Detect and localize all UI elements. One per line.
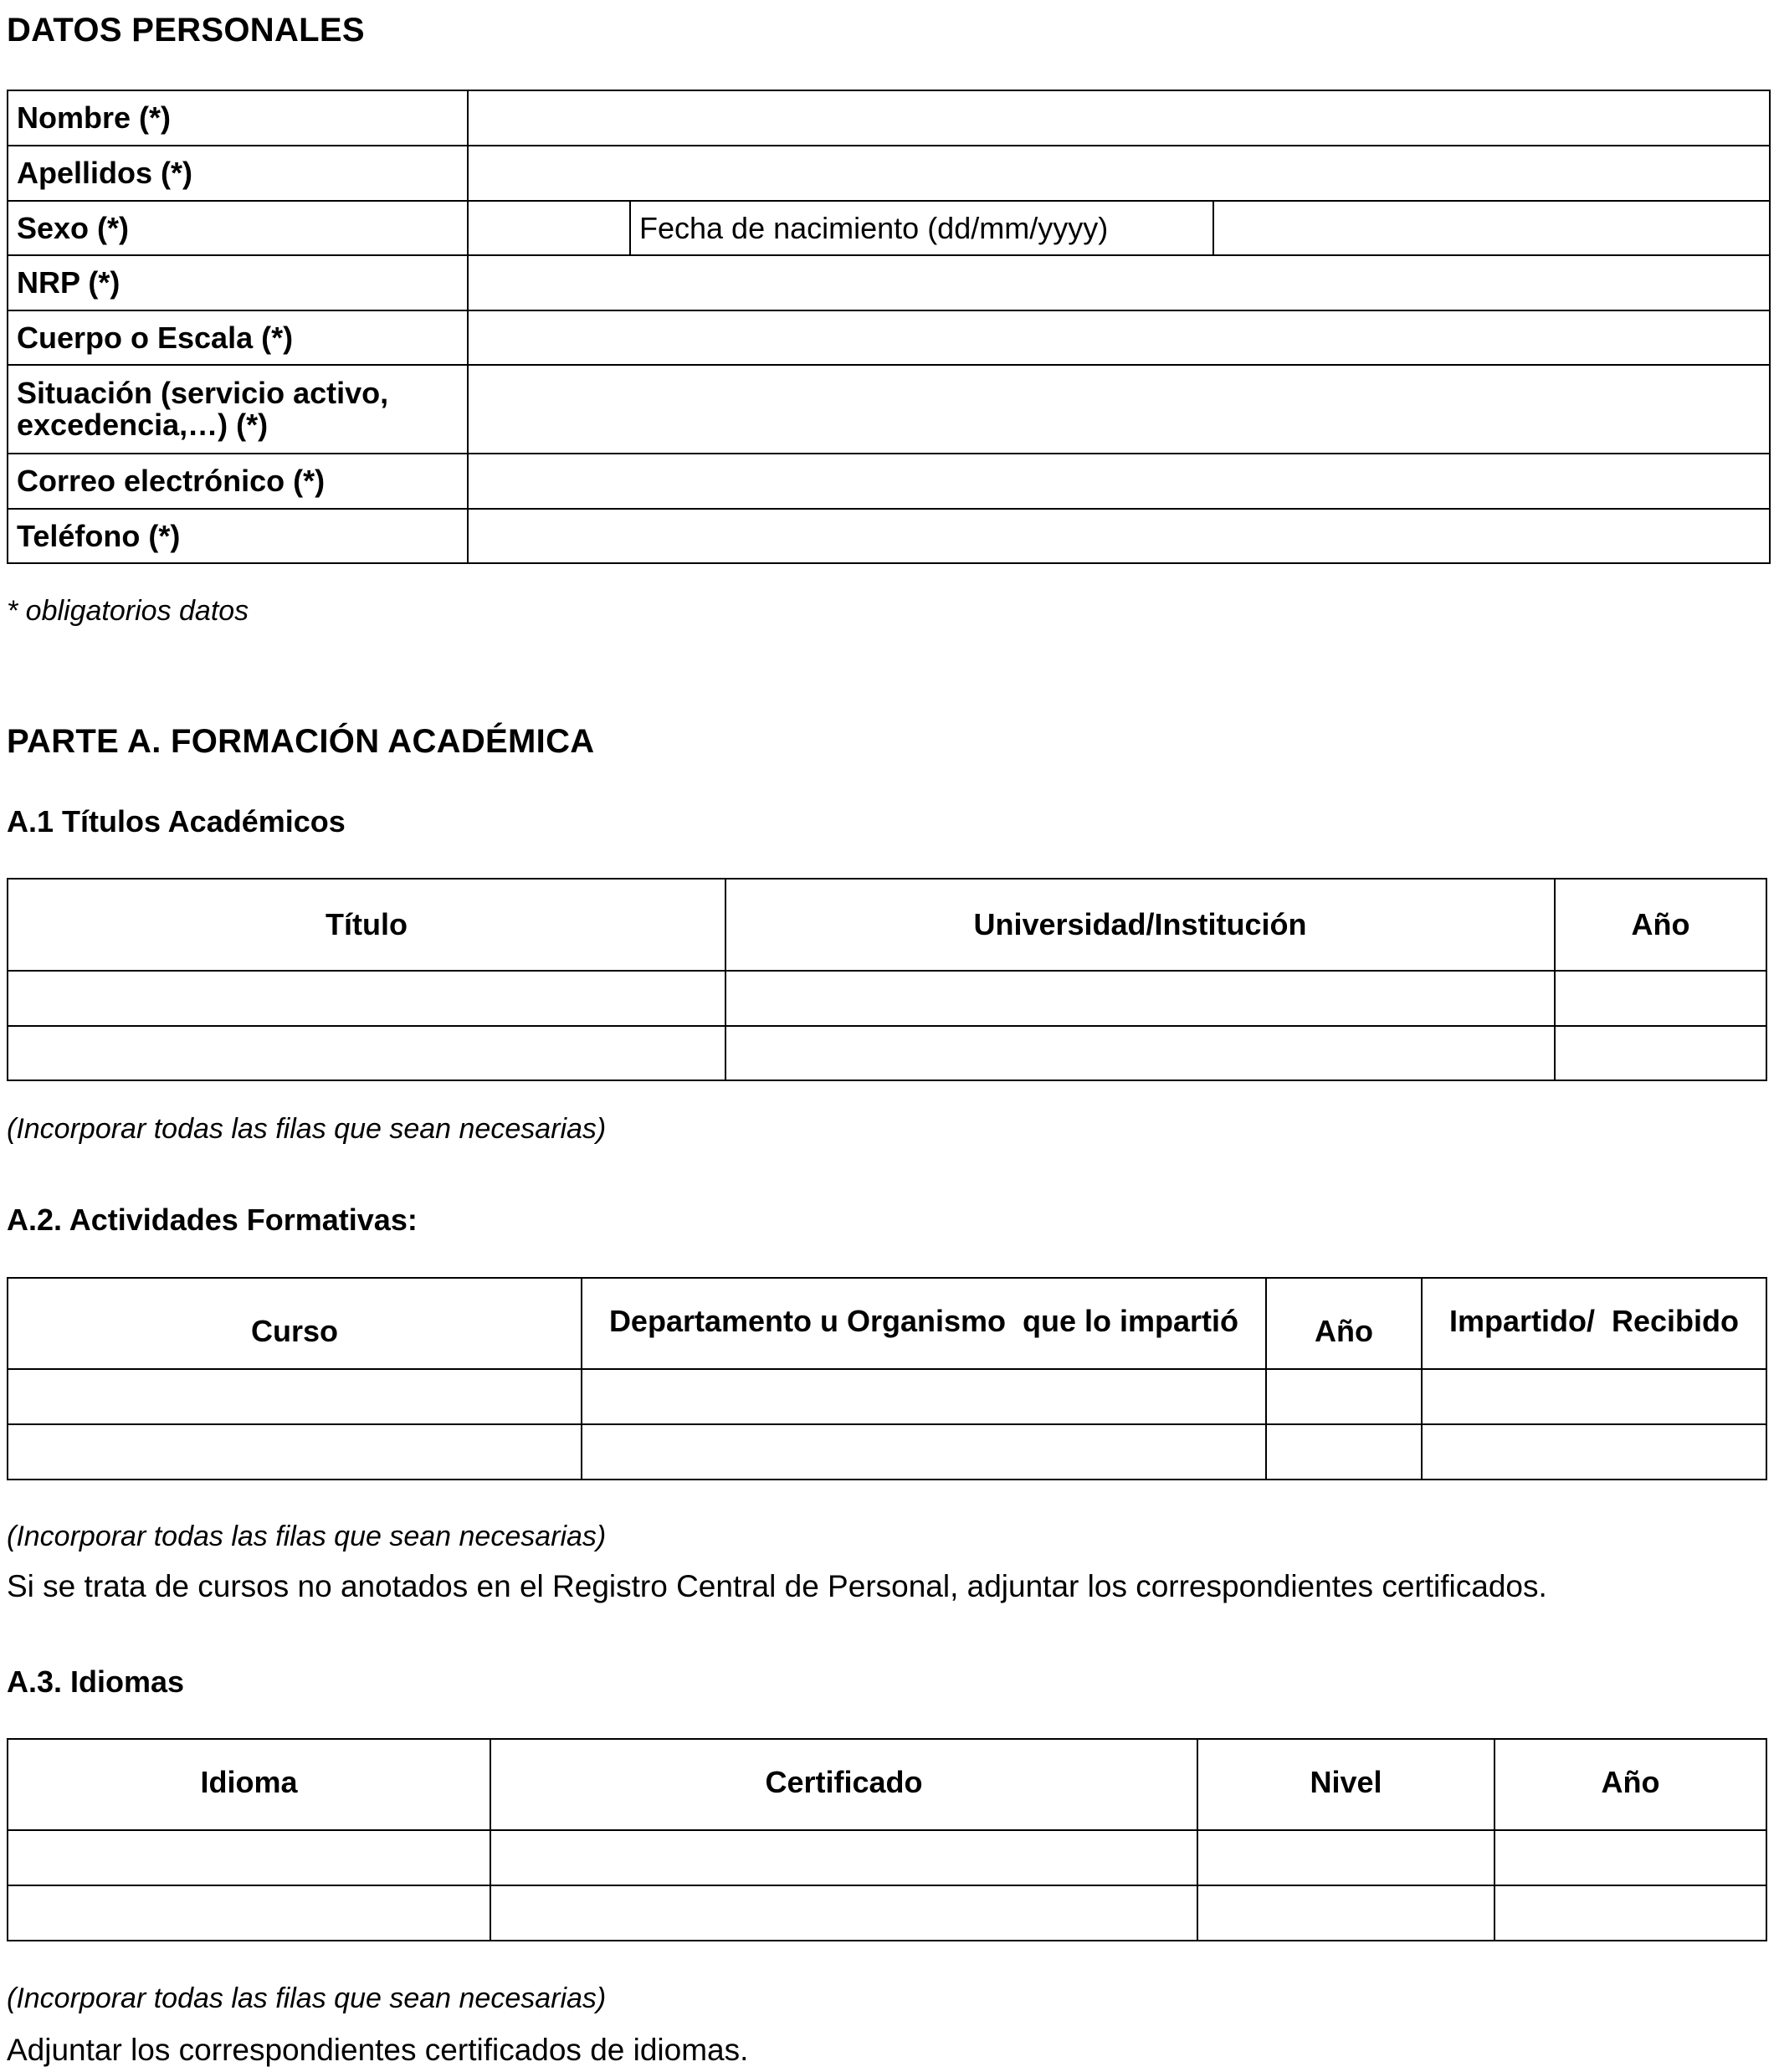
table-row xyxy=(8,1026,1766,1080)
col-header-ano: Año xyxy=(1494,1739,1766,1830)
curso-cell[interactable] xyxy=(8,1369,582,1424)
nrp-field[interactable] xyxy=(468,255,1770,310)
col-header-departamento: Departamento u Organismo que lo impartió xyxy=(582,1278,1266,1369)
certificado-cell[interactable] xyxy=(490,1885,1197,1941)
nombre-field[interactable] xyxy=(468,90,1770,146)
col-header-ano: Año xyxy=(1555,879,1766,971)
table-row xyxy=(8,1885,1766,1941)
field-label-telefono: Teléfono (*) xyxy=(8,509,468,563)
a3-heading: A.3. Idiomas xyxy=(7,1664,185,1699)
a3-note: (Incorporar todas las filas que sean necesarias) xyxy=(7,1982,607,2014)
telefono-field[interactable] xyxy=(468,509,1770,563)
cuerpo-field[interactable] xyxy=(468,310,1770,365)
table-row xyxy=(8,201,1770,255)
idioma-cell[interactable] xyxy=(8,1885,490,1941)
field-label-situacion: Situación (servicio activo, excedencia,…) (*) xyxy=(8,365,468,454)
field-label-nrp: NRP (*) xyxy=(8,255,468,310)
universidad-cell[interactable] xyxy=(725,971,1555,1026)
field-label-correo: Correo electrónico (*) xyxy=(8,454,468,509)
idioma-cell[interactable] xyxy=(8,1830,490,1885)
correo-field[interactable] xyxy=(468,454,1770,509)
departamento-cell[interactable] xyxy=(582,1369,1266,1424)
table-row xyxy=(8,310,1770,365)
field-label-apellidos: Apellidos (*) xyxy=(8,146,468,201)
impartido-cell[interactable] xyxy=(1422,1369,1766,1424)
impartido-cell[interactable] xyxy=(1422,1424,1766,1480)
field-label-nombre: Nombre (*) xyxy=(8,90,468,146)
table-row xyxy=(8,90,1770,146)
field-label-sexo: Sexo (*) xyxy=(8,201,468,255)
col-header-universidad: Universidad/Institución xyxy=(725,879,1555,971)
ano-cell[interactable] xyxy=(1266,1424,1422,1480)
a1-heading: A.1 Títulos Académicos xyxy=(7,804,346,839)
sexo-field[interactable] xyxy=(468,201,630,255)
table-row xyxy=(8,365,1770,454)
a2-heading: A.2. Actividades Formativas: xyxy=(7,1203,418,1237)
table-row xyxy=(8,146,1770,201)
table-row xyxy=(8,1830,1766,1885)
col-header-impartido: Impartido/ Recibido xyxy=(1422,1278,1766,1369)
apellidos-field[interactable] xyxy=(468,146,1770,201)
a2-table xyxy=(7,1277,1767,1480)
situacion-field[interactable] xyxy=(468,365,1770,454)
table-header-row xyxy=(8,1739,1766,1830)
titulo-cell[interactable] xyxy=(8,1026,725,1080)
a2-note: (Incorporar todas las filas que sean necesarias) xyxy=(7,1521,607,1552)
universidad-cell[interactable] xyxy=(725,1026,1555,1080)
table-row xyxy=(8,454,1770,509)
a1-note: (Incorporar todas las filas que sean necesarias) xyxy=(7,1113,607,1145)
col-header-idioma: Idioma xyxy=(8,1739,490,1830)
table-header-row xyxy=(8,1278,1766,1369)
ano-cell[interactable] xyxy=(1494,1885,1766,1941)
a3-table xyxy=(7,1738,1767,1941)
a3-instruction: Adjuntar los correspondientes certificados de idiomas. xyxy=(7,2033,749,2067)
table-row xyxy=(8,509,1770,563)
curso-cell[interactable] xyxy=(8,1424,582,1480)
nivel-cell[interactable] xyxy=(1197,1830,1494,1885)
birthdate-field[interactable] xyxy=(1213,201,1770,255)
required-note: * obligatorios datos xyxy=(7,595,249,627)
part-a-heading: PARTE A. FORMACIÓN ACADÉMICA xyxy=(7,723,595,760)
table-row xyxy=(8,1424,1766,1480)
ano-cell[interactable] xyxy=(1266,1369,1422,1424)
ano-cell[interactable] xyxy=(1494,1830,1766,1885)
birthdate-label: Fecha de nacimiento (dd/mm/yyyy) xyxy=(630,201,1213,255)
table-header-row xyxy=(8,879,1766,971)
table-row xyxy=(8,1369,1766,1424)
col-header-titulo: Título xyxy=(8,879,725,971)
col-header-certificado: Certificado xyxy=(490,1739,1197,1830)
table-row xyxy=(8,255,1770,310)
col-header-ano: Año xyxy=(1266,1278,1422,1369)
table-row xyxy=(8,971,1766,1026)
a2-instruction: Si se trata de cursos no anotados en el Registro Central de Personal, adjuntar los correspondientes certificados. xyxy=(7,1569,1547,1603)
a1-table xyxy=(7,878,1767,1081)
nivel-cell[interactable] xyxy=(1197,1885,1494,1941)
titulo-cell[interactable] xyxy=(8,971,725,1026)
personal-heading: DATOS PERSONALES xyxy=(7,12,365,49)
ano-cell[interactable] xyxy=(1555,971,1766,1026)
col-header-curso: Curso xyxy=(8,1278,582,1369)
field-label-cuerpo: Cuerpo o Escala (*) xyxy=(8,310,468,365)
certificado-cell[interactable] xyxy=(490,1830,1197,1885)
departamento-cell[interactable] xyxy=(582,1424,1266,1480)
col-header-nivel: Nivel xyxy=(1197,1739,1494,1830)
ano-cell[interactable] xyxy=(1555,1026,1766,1080)
personal-data-table xyxy=(7,90,1771,564)
